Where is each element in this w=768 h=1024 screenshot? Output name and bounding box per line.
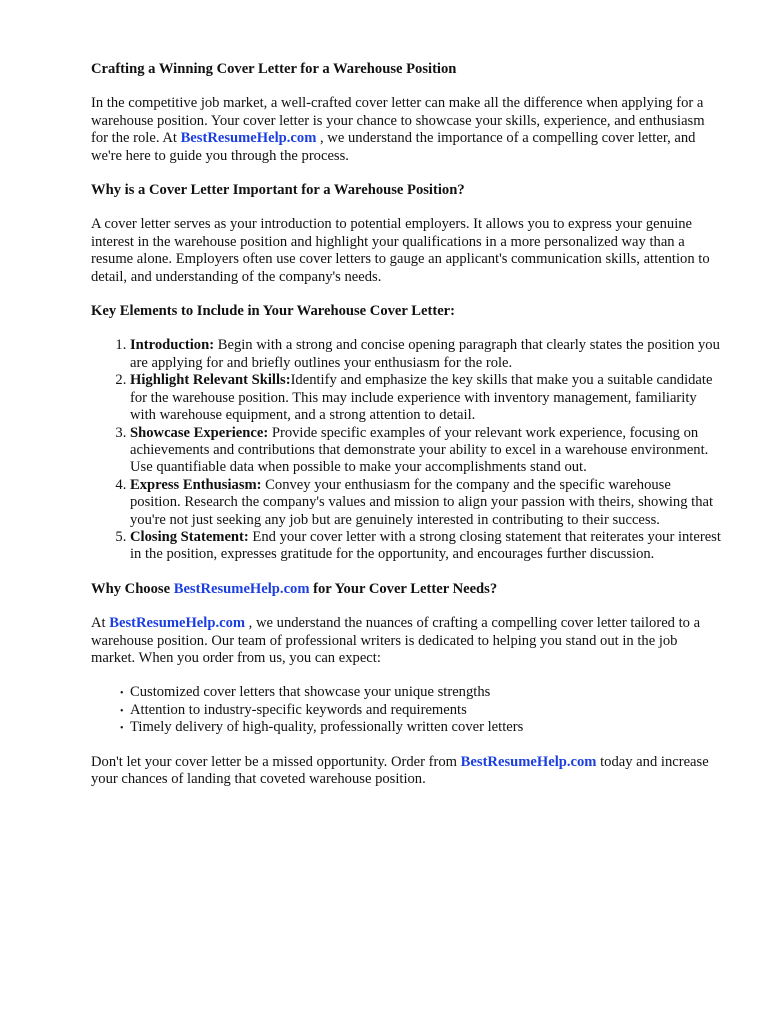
list-item-label: Express Enthusiasm: (130, 476, 262, 493)
list-item-label: Closing Statement: (130, 528, 249, 545)
key-elements-list (91, 337, 724, 563)
list-item (130, 372, 724, 424)
list-item-text: Provide specific examples of your relevant work experience, focusing on achievements and contributions that demonstrate your ability to excel in a warehouse environment. Use quantifiable data when possible to make your accomplishments stand out. (130, 424, 709, 476)
choose-paragraph (91, 615, 724, 667)
list-item-text: Begin with a strong and concise opening paragraph that clearly states the position you are applying for and briefly outlines your enthusiasm for the role. (130, 337, 720, 371)
list-item-text: Identify and emphasize the key skills that make you a suitable candidate for the warehouse position. This may include experience with inventory management, familiarity with warehouse equipment, and a strong attention to detail. (130, 372, 713, 424)
list-item-text: Attention to industry-specific keywords and requirements (130, 701, 467, 718)
choose-text-before: At (91, 615, 110, 632)
bullet-icon: • (120, 688, 124, 700)
list-item-label: Introduction: (130, 337, 215, 354)
why-heading: Why is a Cover Letter Important for a Warehouse Position? (91, 182, 465, 199)
why-choose-text-before: Why Choose (91, 580, 174, 597)
list-item-label: Highlight Relevant Skills: (130, 372, 291, 389)
list-item-text: Customized cover letters that showcase your unique strengths (130, 684, 491, 701)
list-item (120, 702, 724, 719)
why-choose-heading (91, 581, 724, 598)
benefits-list (91, 684, 724, 736)
bestresumehelp-link-heading[interactable]: BestResumeHelp.com (173, 580, 310, 597)
bullet-icon: • (120, 705, 124, 717)
bestresumehelp-link-intro[interactable]: BestResumeHelp.com (180, 130, 317, 147)
list-item (120, 684, 724, 701)
bullet-icon: • (120, 723, 124, 735)
list-item (120, 719, 724, 736)
closing-text-before: Don't let your cover letter be a missed opportunity. Order from (91, 753, 461, 770)
list-item (130, 477, 724, 529)
why-paragraph: A cover letter serves as your introduction to potential employers. It allows you to express your genuine interest in the warehouse position and highlight your qualifications in a more personalized way than a resume alone. Employers often use cover letters to gauge an applicant's communication skills, attention to detail, and understanding of the company's needs. (91, 216, 710, 285)
closing-paragraph (91, 754, 724, 789)
list-item (130, 529, 724, 564)
key-elements-heading: Key Elements to Include in Your Warehouse Cover Letter: (91, 303, 456, 320)
why-choose-text-after: for Your Cover Letter Needs? (309, 580, 498, 597)
list-item-label: Showcase Experience: (130, 424, 269, 441)
closing-text-after: today and increase your chances of landing that coveted warehouse position. (91, 753, 709, 787)
bestresumehelp-link-choose[interactable]: BestResumeHelp.com (109, 615, 246, 632)
intro-text-before: In the competitive job market, a well-crafted cover letter can make all the difference when applying for a warehouse position. Your cover letter is your chance to showcase your skills, experience, and enthusiasm for the role. At (91, 95, 705, 147)
bestresumehelp-link-closing[interactable]: BestResumeHelp.com (460, 753, 597, 770)
list-item-text: Timely delivery of high-quality, professionally written cover letters (130, 719, 524, 736)
intro-paragraph (91, 95, 724, 165)
choose-text-after: , we understand the nuances of crafting a compelling cover letter tailored to a warehouse position. Our team of professional writers is dedicated to helping you stand out in the job market. When you order from us, you can expect: (91, 615, 701, 666)
intro-text-after: , we understand the importance of a compelling cover letter, and we're here to guide you through the process. (91, 130, 696, 164)
list-item (130, 425, 724, 477)
list-item-text: End your cover letter with a strong closing statement that reiterates your interest in the position, expresses gratitude for the opportunity, and encourages further discussion. (130, 528, 721, 563)
list-item-text: Convey your enthusiasm for the company and the specific warehouse position. Research the company's values and mission to align your passion with theirs, showing that you're not just seeking any job but are genuinely interested in contributing to their success. (130, 476, 714, 528)
list-item (130, 337, 724, 372)
document-title: Crafting a Winning Cover Letter for a Warehouse Position (91, 61, 457, 77)
